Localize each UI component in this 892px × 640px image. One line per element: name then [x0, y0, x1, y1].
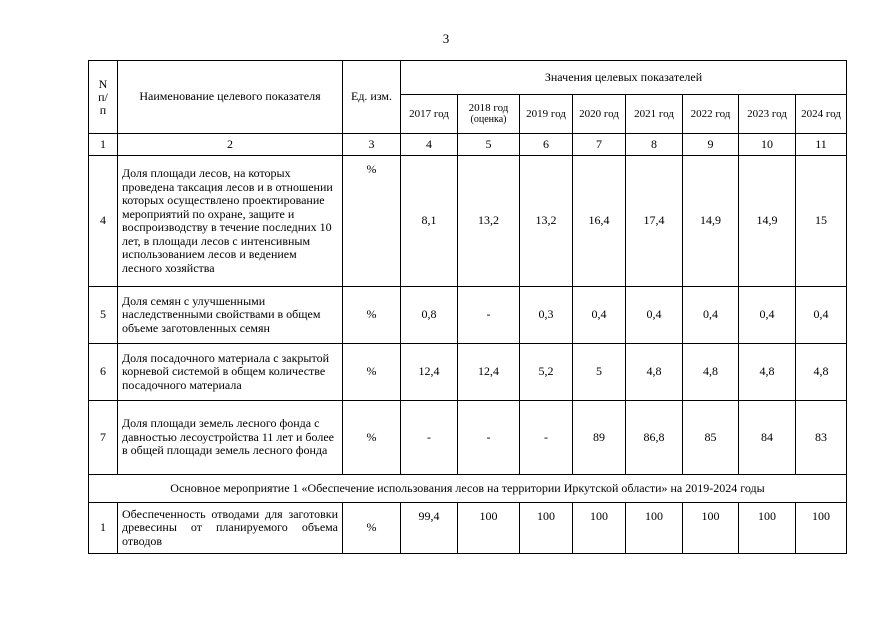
value-cell: 0,4: [573, 287, 626, 344]
column-number-3: 3: [343, 134, 401, 156]
header-year-label: 2018 год: [468, 102, 509, 114]
unit-cell: %: [343, 344, 401, 401]
header-year-6: [739, 95, 796, 134]
value-cell: 100: [626, 503, 683, 554]
value-cell: 14,9: [683, 156, 739, 287]
row-num: 7: [89, 401, 118, 475]
value-cell: 14,9: [739, 156, 796, 287]
row-num: 1: [89, 503, 118, 554]
value-cell: 13,2: [458, 156, 520, 287]
column-number-7: 7: [573, 134, 626, 156]
unit-cell: %: [343, 401, 401, 475]
unit-cell: %: [343, 287, 401, 344]
value-cell: 0,4: [739, 287, 796, 344]
value-cell: 8,1: [401, 156, 458, 287]
value-cell: 4,8: [739, 344, 796, 401]
value-cell: 99,4: [401, 503, 458, 554]
value-cell: 83: [796, 401, 847, 475]
value-cell: 15: [796, 156, 847, 287]
header-year-3: [573, 95, 626, 134]
value-cell: 85: [683, 401, 739, 475]
header-year-2: [520, 95, 573, 134]
value-cell: 84: [739, 401, 796, 475]
header-year-5: [683, 95, 739, 134]
header-year-label: 2022 год: [690, 108, 731, 120]
value-cell: 100: [739, 503, 796, 554]
header-year-label: 2019 год: [526, 108, 566, 120]
unit-cell: %: [343, 156, 401, 287]
indicator-name: Доля посадочного материала с закрытой корневой системой в общем количестве посадочного материала: [118, 344, 343, 401]
value-cell: -: [458, 287, 520, 344]
value-cell: 0,4: [626, 287, 683, 344]
header-year-7: [796, 95, 847, 134]
value-cell: 5: [573, 344, 626, 401]
header-year-label: 2017 год: [409, 108, 449, 120]
value-cell: 100: [796, 503, 847, 554]
value-cell: 89: [573, 401, 626, 475]
indicator-name: Обеспеченность отводами для заготовки древесины от планируемого объема отводов: [118, 503, 343, 554]
value-cell: -: [458, 401, 520, 475]
value-cell: 0,4: [796, 287, 847, 344]
section-title-row: [89, 475, 847, 503]
header-num: [89, 61, 118, 134]
header-year-1: [458, 95, 520, 134]
value-cell: 12,4: [458, 344, 520, 401]
header-unit: Ед. изм.: [343, 61, 401, 134]
value-cell: 17,4: [626, 156, 683, 287]
header-year-label: 2021 год: [634, 108, 674, 120]
header-year-note: (оценка): [470, 114, 507, 125]
row-num: 4: [89, 156, 118, 287]
value-cell: -: [401, 401, 458, 475]
indicator-row: [89, 401, 847, 475]
row-num: 5: [89, 287, 118, 344]
value-cell: 100: [520, 503, 573, 554]
header-name: Наименование целевого показателя: [118, 61, 343, 134]
header-num-text: N п/п: [98, 76, 108, 117]
column-number-1: 1: [89, 134, 118, 156]
header-year-label: 2020 год: [579, 108, 619, 120]
row-num: 6: [89, 344, 118, 401]
value-cell: -: [520, 401, 573, 475]
header-year-0: [401, 95, 458, 134]
value-cell: 0,3: [520, 287, 573, 344]
column-number-10: 10: [739, 134, 796, 156]
value-cell: 86,8: [626, 401, 683, 475]
indicator-name: Доля площади лесов, на которых проведена таксация лесов и в отношении которых осуществлено проектирование мероприятий по охране, защите и воспроизводству в течение последних 10 лет, в площади лесов с интенсивным использованием лесов и ведением лесного хозяйства: [118, 156, 343, 287]
value-cell: 5,2: [520, 344, 573, 401]
column-number-4: 4: [401, 134, 458, 156]
column-number-2: 2: [118, 134, 343, 156]
indicator-row: [89, 344, 847, 401]
indicator-name: Доля семян с улучшенными наследственными свойствами в общем объеме заготовленных семян: [118, 287, 343, 344]
column-numbers-row: [89, 134, 847, 156]
column-number-8: 8: [626, 134, 683, 156]
value-cell: 100: [458, 503, 520, 554]
indicator-row: [89, 156, 847, 287]
value-cell: 16,4: [573, 156, 626, 287]
value-cell: 100: [573, 503, 626, 554]
value-cell: 4,8: [683, 344, 739, 401]
header-year-label: 2024 год: [801, 108, 841, 120]
header-row: [89, 61, 847, 95]
value-cell: 4,8: [626, 344, 683, 401]
value-cell: 4,8: [796, 344, 847, 401]
column-number-11: 11: [796, 134, 847, 156]
value-cell: 0,8: [401, 287, 458, 344]
value-cell: 12,4: [401, 344, 458, 401]
value-cell: 0,4: [683, 287, 739, 344]
section-title: Основное мероприятие 1 «Обеспечение использования лесов на территории Иркутской области» на 2019-2024 годы: [89, 475, 847, 503]
indicator-row: [89, 287, 847, 344]
header-year-4: [626, 95, 683, 134]
header-values-group: Значения целевых показателей: [401, 61, 847, 95]
indicator-row: [89, 503, 847, 554]
page-number: 3: [442, 31, 450, 46]
header-year-label: 2023 год: [747, 108, 787, 120]
indicator-name: Доля площади земель лесного фонда с давностью лесоустройства 11 лет и более в общей площади земель лесного фонда: [118, 401, 343, 475]
value-cell: 100: [683, 503, 739, 554]
target-indicators-table: [88, 60, 847, 554]
column-number-9: 9: [683, 134, 739, 156]
value-cell: 13,2: [520, 156, 573, 287]
unit-cell: %: [343, 503, 401, 554]
column-number-5: 5: [458, 134, 520, 156]
column-number-6: 6: [520, 134, 573, 156]
